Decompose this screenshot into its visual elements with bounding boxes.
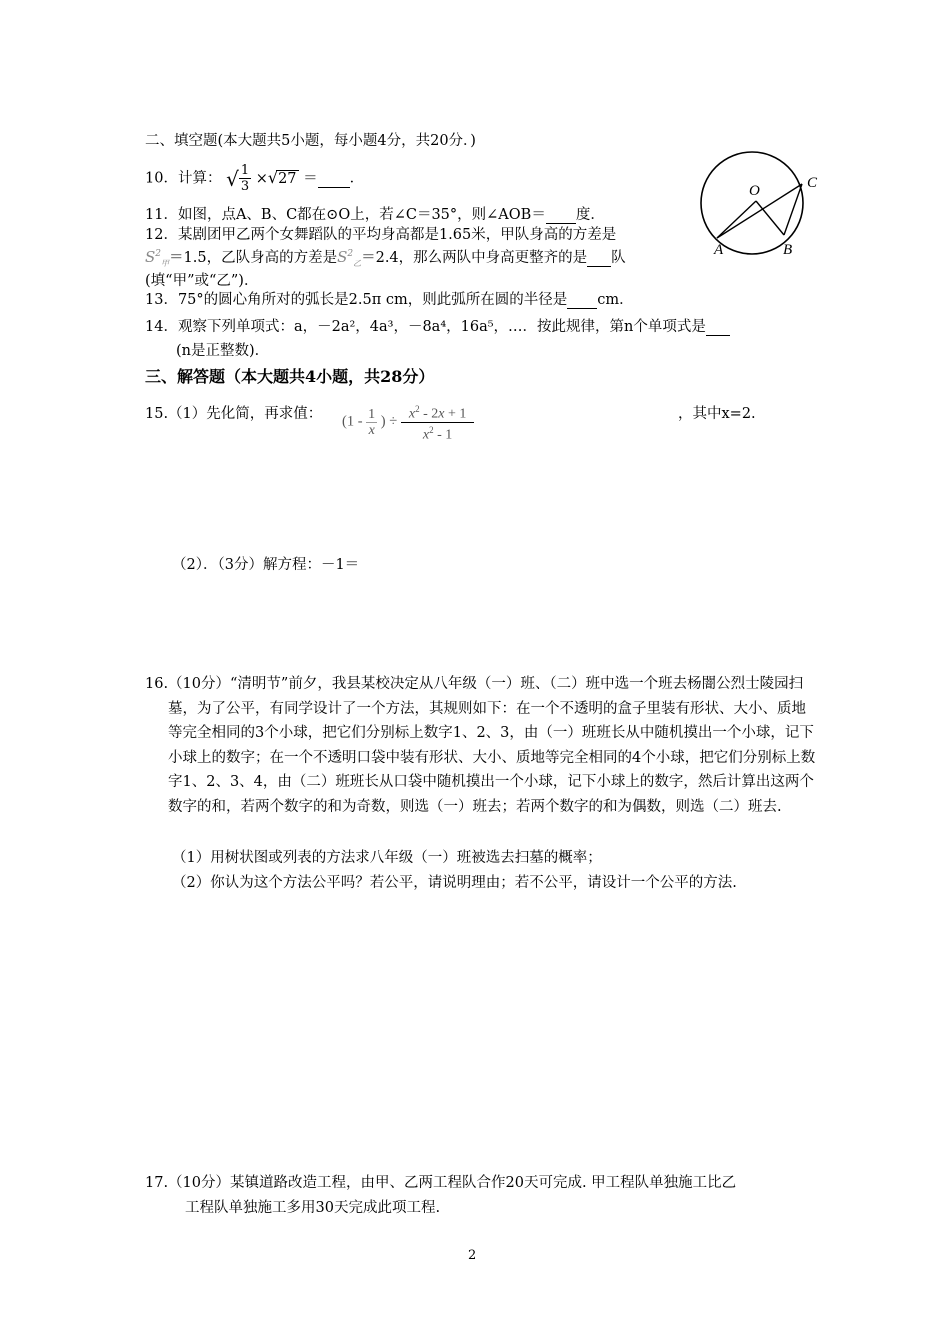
question-15-2: （2）．（3分）解方程：－1＝ xyxy=(172,557,360,573)
question-12-line2: $S^2_甲=1.5$，乙队身高的方差是$S^2_乙=2.4$，那么两队中身高更整齐的是 队 xyxy=(145,248,626,268)
variance-jia-symbol: $S^2_甲$ xyxy=(145,248,170,268)
question-15-1-tail: ，其中x=2. xyxy=(678,406,756,422)
q10-label: 10．计算： xyxy=(145,170,222,187)
question-16-sub2: （2）你认为这个方法公平吗？若公平，请说明理由；若不公平，请设计一个公平的方法. xyxy=(172,875,737,891)
section3-heading: 三、解答题（本大题共4小题，共28分） xyxy=(145,367,435,386)
question-12-line3: (填“甲”或“乙”)． xyxy=(145,273,259,289)
question-14: 14．观察下列单项式：a，－2a²，4a³，－8a⁴，16a⁵，…．按此规律，第n个单项式是 xyxy=(145,315,730,336)
q14-answer-blank xyxy=(706,319,730,336)
q15-expression: (1 - $\frac{1}{x}$ ) ÷ $\frac{x^2 - 2x + 1}{x^2 - 1}$ xyxy=(342,402,474,442)
label-A: A xyxy=(714,242,724,258)
question-16-sub1: （1）用树状图或列表的方法求八年级（一）班被选去扫墓的概率； xyxy=(172,850,602,866)
q10-expression: √ $\frac{1}{3}$ ×√27 ＝ xyxy=(226,163,318,194)
circle-o xyxy=(701,152,803,254)
question-17-line2: 工程队单独施工多用30天完成此项工程. xyxy=(185,1200,441,1216)
q11-answer-blank xyxy=(546,207,576,224)
label-C: C xyxy=(807,175,818,191)
question-16: 16.（10分）“清明节”前夕，我县某校决定从八年级（一）班、（二）班中选一个班去杨闇公烈士陵园扫墓，为了公平，有同学设计了一个方法，其规则如下：在一个不透明的盒子里装有形状、大小、质地等完全相同的3个小球，把它们分别标上数字1、2、3，由（一）班班长从中随机摸出一个小球，记下小球上的数字；在一个不透明口袋中装有形状、大小、质地等完全相同的4个小球，把它们分别标上数字1、2、3、4，由（二）班班长从口袋中随机摸出一个小球，记下小球上的数字，然后计算出这两个数字的和，若两个数字的和为奇数，则选（一）班去；若两个数字的和为偶数，则选（二）班去. xyxy=(145,676,816,815)
q10-answer-blank xyxy=(318,171,350,188)
label-O: O xyxy=(749,183,760,199)
q13-answer-blank xyxy=(567,292,597,309)
question-17-line1: 17.（10分）某镇道路改造工程，由甲、乙两工程队合作20天可完成. 甲工程队单独施工比乙 xyxy=(145,1175,737,1191)
question-13: 13．75°的圆心角所对的弧长是2.5π cm，则此弧所在圆的半径是 cm． xyxy=(145,292,634,308)
page-number: 2 xyxy=(468,1248,477,1263)
q12-answer-blank xyxy=(587,250,611,267)
question-11: 11．如图，点A、B、C都在⊙O上，若∠C＝35°，则∠AOB＝ 度． xyxy=(145,207,605,223)
section2-heading: 二、填空题(本大题共5小题，每小题4分，共20分．) xyxy=(145,133,476,149)
circle-figure xyxy=(695,150,825,260)
question-15-1-label: 15.（1）先化简，再求值： xyxy=(145,406,323,422)
segment-BC xyxy=(784,184,802,235)
question-12-line1: 12．某剧团甲乙两个女舞蹈队的平均身高都是1.65米，甲队身高的方差是 xyxy=(145,227,617,243)
label-B: B xyxy=(783,242,793,258)
variance-yi-symbol: $S^2_乙$ xyxy=(337,248,362,268)
segment-OA xyxy=(717,201,756,238)
question-14-line2: (n是正整数)． xyxy=(176,343,270,359)
question-10: 10．计算： √ $\frac{1}{3}$ ×√27 ＝ ． xyxy=(145,163,365,194)
segment-OB xyxy=(756,201,784,235)
